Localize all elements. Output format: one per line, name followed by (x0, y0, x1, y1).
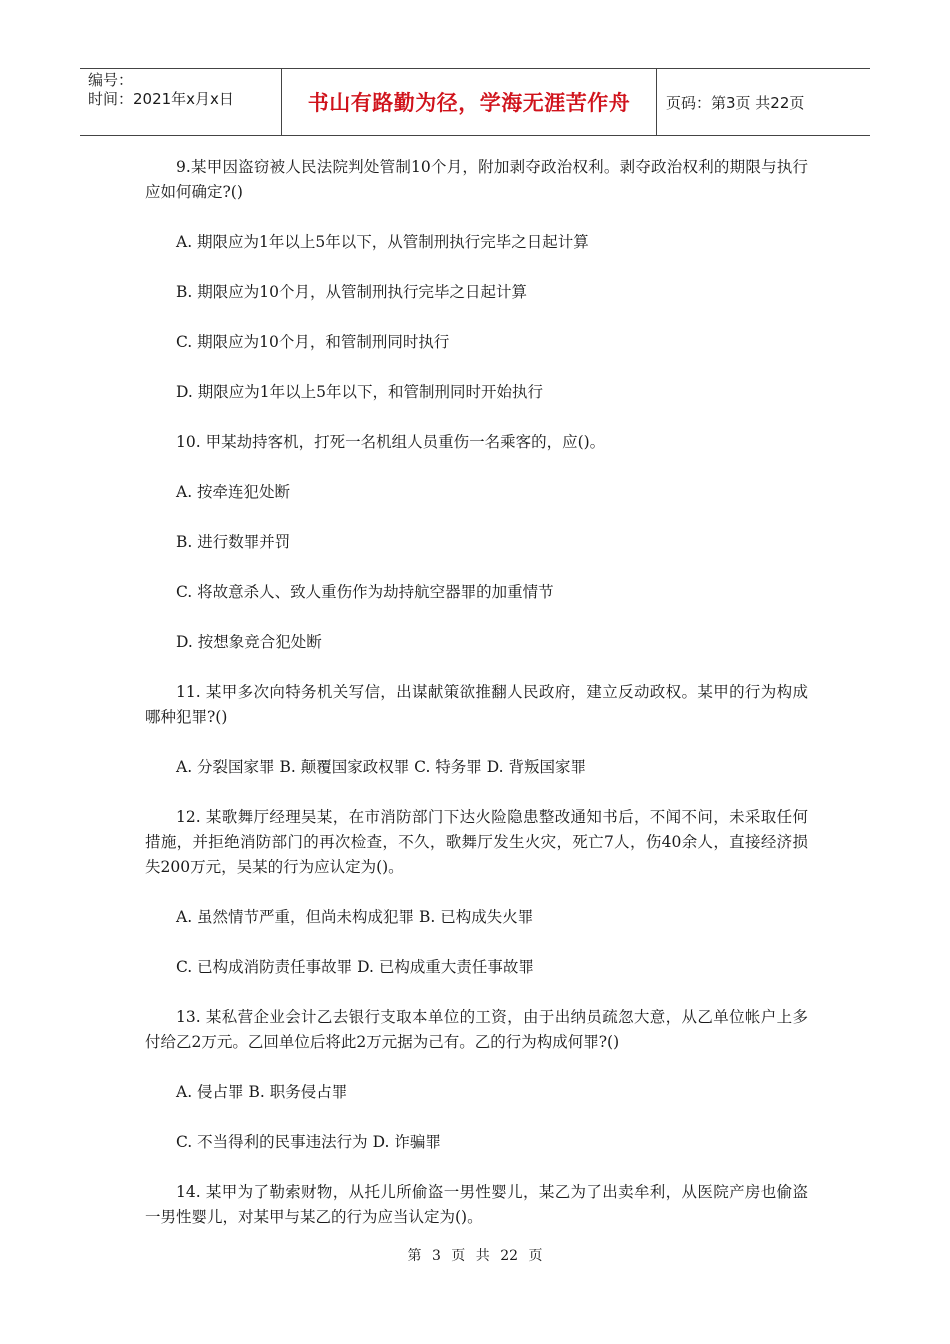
document-number-label: 编号： (88, 71, 134, 89)
question-9-option-d: D. 期限应为1年以上5年以下，和管制刑同时开始执行 (176, 383, 543, 401)
question-12-options-ab: A. 虽然情节严重，但尚未构成犯罪 B. 已构成失火罪 (176, 908, 534, 926)
question-9-option-a: A. 期限应为1年以上5年以下，从管制刑执行完毕之日起计算 (176, 233, 589, 251)
question-10-option-c: C. 将故意杀人、致人重伤作为劫持航空器罪的加重情节 (176, 583, 554, 601)
document-date-label: 时间：2021年x月x日 (88, 90, 234, 108)
question-9-option-b: B. 期限应为10个月，从管制刑执行完毕之日起计算 (176, 283, 527, 301)
page-header (80, 68, 870, 136)
question-11-stem: 11. 某甲多次向特务机关写信，出谋献策欲推翻人民政府，建立反动政权。某甲的行为构成哪种犯罪?() (145, 683, 808, 726)
question-list (145, 155, 808, 1255)
question-13-options-cd: C. 不当得利的民事违法行为 D. 诈骗罪 (176, 1133, 441, 1151)
header-meta (80, 69, 282, 135)
question-10-option-d: D. 按想象竞合犯处断 (176, 633, 322, 651)
question-14-stem: 14. 某甲为了勒索财物，从托儿所偷盗一男性婴儿，某乙为了出卖牟利，从医院产房也偷盗一男性婴儿，对某甲与某乙的行为应当认定为()。 (145, 1183, 808, 1226)
question-13-options-ab: A. 侵占罪 B. 职务侵占罪 (176, 1083, 348, 1101)
question-10-option-b: B. 进行数罪并罚 (176, 533, 291, 551)
page-footer: 第 3 页 共 22 页 (407, 1248, 543, 1264)
header-motto: 书山有路勤为径，学海无涯苦作舟 (282, 69, 657, 135)
question-9-option-c: C. 期限应为10个月，和管制刑同时执行 (176, 333, 450, 351)
question-13-stem: 13. 某私营企业会计乙去银行支取本单位的工资，由于出纳员疏忽大意，从乙单位帐户上多付给乙2万元。乙回单位后将此2万元据为己有。乙的行为构成何罪?() (145, 1008, 808, 1051)
question-10-stem: 10. 甲某劫持客机，打死一名机组人员重伤一名乘客的，应()。 (176, 433, 606, 451)
question-10-option-a: A. 按牵连犯处断 (176, 483, 291, 501)
question-12-options-cd: C. 已构成消防责任事故罪 D. 已构成重大责任事故罪 (176, 958, 534, 976)
question-11-options: A. 分裂国家罪 B. 颠覆国家政权罪 C. 特务罪 D. 背叛国家罪 (176, 758, 586, 776)
question-9-stem: 9.某甲因盗窃被人民法院判处管制10个月，附加剥夺政治权利。剥夺政治权利的期限与执行应如何确定?() (145, 158, 808, 201)
header-page-indicator: 页码：第3页 共22页 (666, 93, 805, 112)
question-12-stem: 12. 某歌舞厅经理吴某，在市消防部门下达火险隐患整改通知书后，不闻不问，未采取任何措施，并拒绝消防部门的再次检查，不久，歌舞厅发生火灾，死亡7人，伤40余人，直接经济损失200万元，吴某的行为应认定为()。 (145, 808, 808, 876)
